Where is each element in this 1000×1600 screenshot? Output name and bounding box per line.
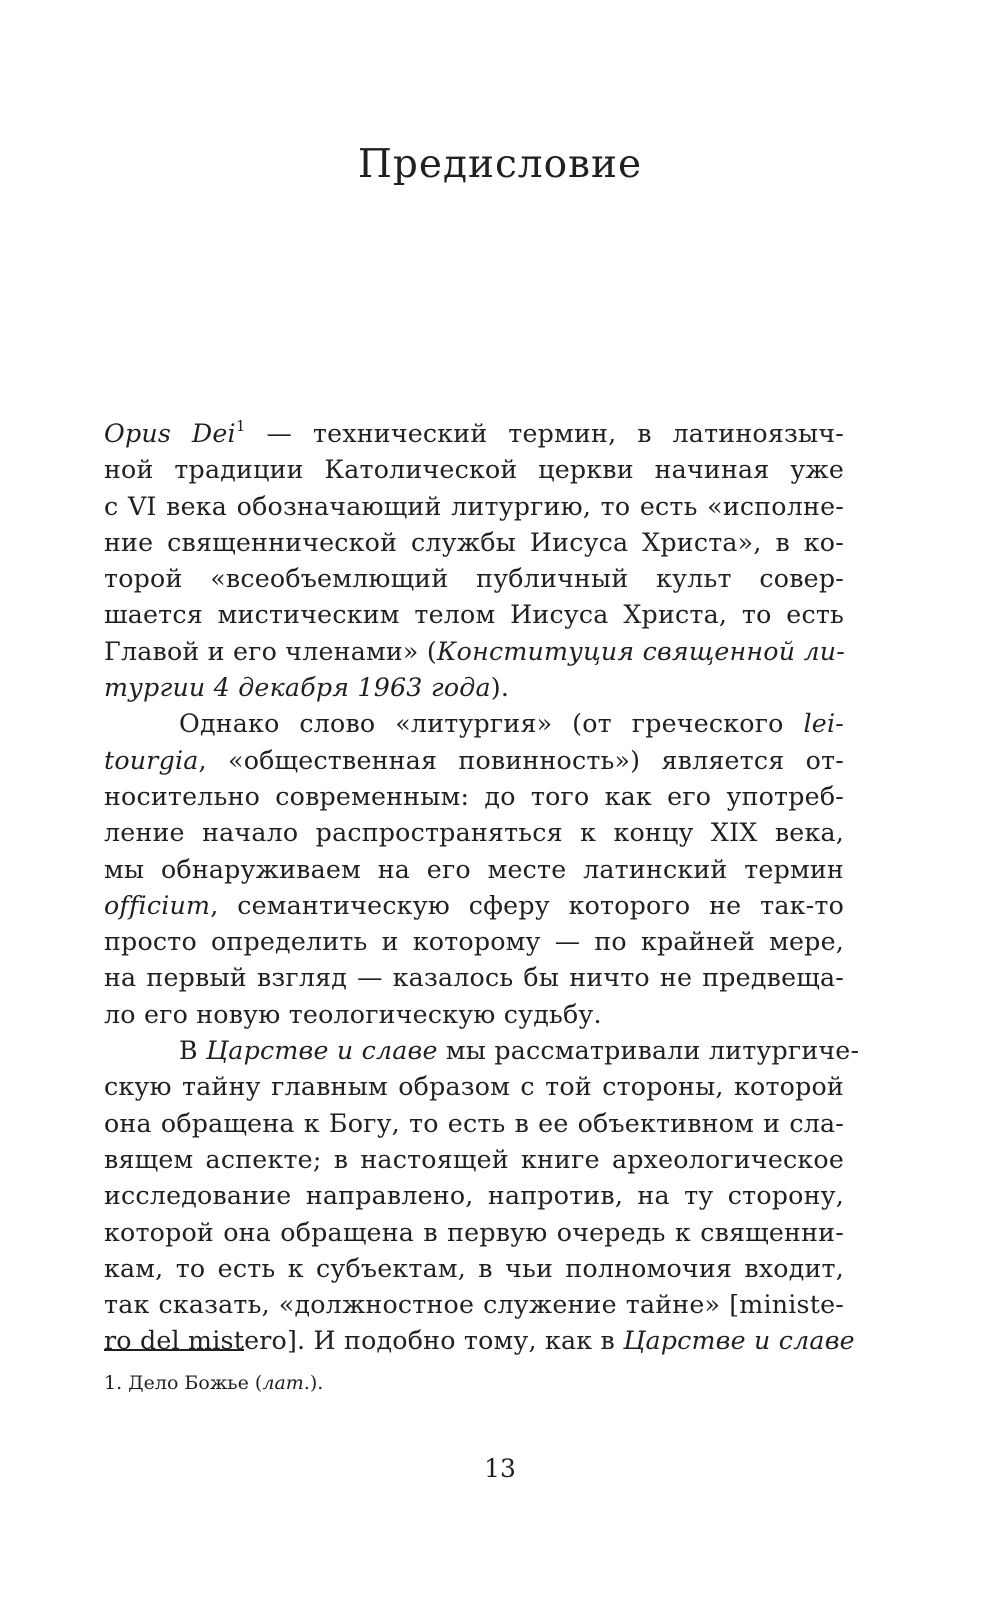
text-line: Однако слово «литургия» (от греческого lei- [179,709,844,739]
text-line: с VI века обозначающий литургию, то есть «исполне- [104,491,844,521]
text-line: на первый взгляд — казалось бы ничто не предвеща- [104,963,844,993]
footnote-divider [104,1349,244,1351]
text-line: она обращена к Богу, то есть в ее объективном и сла- [104,1108,844,1138]
text-line: Opus Dei$^1$ — технический термин, в латиноязыч- [104,417,844,448]
text-line: исследование направлено, напротив, на ту сторону, [104,1181,844,1211]
text-line: ление начало распространяться к концу XIX века, [104,818,844,848]
text-line: ной традиции Католической церкви начиная уже [104,455,844,485]
text-line: которой она обращена в первую очередь к священни- [104,1217,844,1247]
footnote: 1. Дело Божье (лат.). [104,1372,324,1394]
latin-term: Opus Dei [104,419,236,448]
text-line: officium, семантическую сферу которого не так-то [104,890,844,920]
text-line: торой «всеобъемлющий публичный культ совер- [104,564,844,594]
footnote-number: 1. [104,1372,123,1394]
text-line: скую тайну главным образом с той стороны, которой [104,1072,844,1102]
text-line: ло его новую теологическую судьбу. [104,999,602,1029]
text-line: мы обнаруживаем на его месте латинский термин [104,854,844,884]
text-line: Главой и его членами» (Конституция священной ли- [104,636,845,666]
text-line: tourgia, «общественная повинность») является от- [104,745,844,775]
text-line: кам, то есть к субъектам, в чьи полномочия входит, [104,1253,844,1283]
text-line: шается мистическим телом Иисуса Христа, то есть [104,600,844,630]
text-line: просто определить и которому — по крайней мере, [104,927,844,957]
page-number: 13 [484,1454,516,1483]
text-line: ro del mistero]. И подобно тому, как в Царстве и славе [104,1326,855,1356]
text-line: В Царстве и славе мы рассматривали литургиче- [179,1036,860,1066]
text-line: носительно современным: до того как его употреб- [104,781,844,811]
body-text [104,416,860,1360]
text-line: тургии 4 декабря 1963 года). [104,673,510,703]
text-line: ние священнической службы Иисуса Христа», в ко- [104,527,844,557]
text-line: так сказать, «должностное служение тайне» [ministe- [104,1290,844,1320]
text-line: вящем аспекте; в настоящей книге археологическое [104,1144,844,1174]
footnote-marker[interactable]: 1 [235,417,246,435]
page-title: Предисловие [357,142,643,187]
